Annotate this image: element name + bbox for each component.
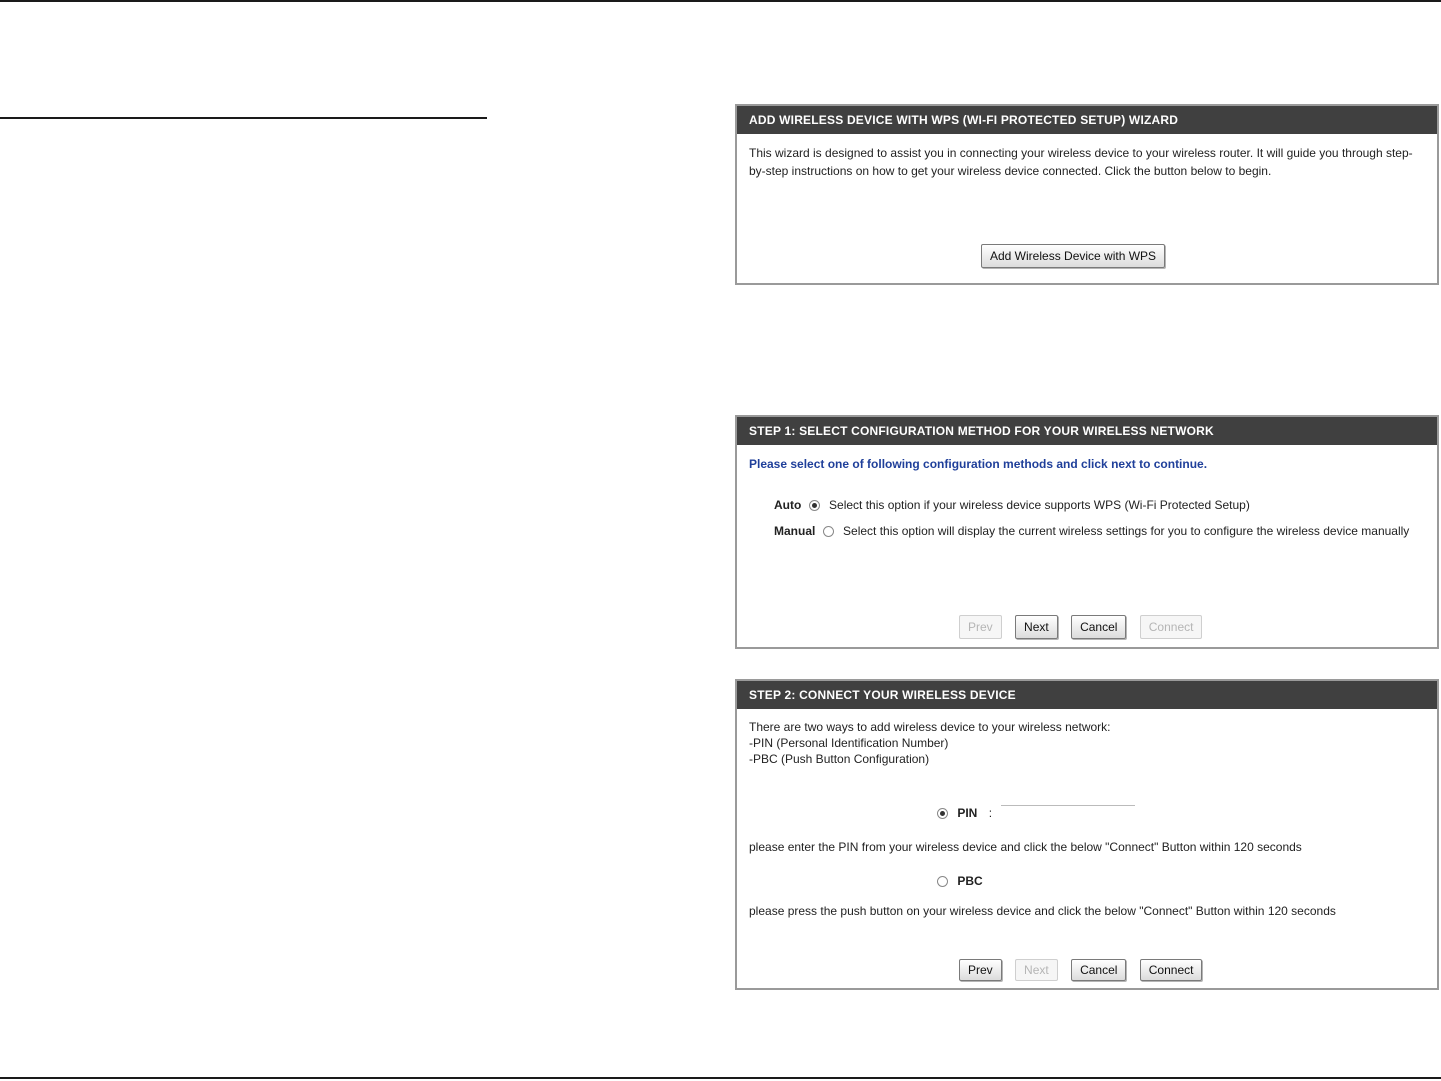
wizard-description: This wizard is designed to assist you in connecting your wireless device to your wireless router. It will guide you through step-by-step instructions on how to get your wireless device connected. Click the button below to begin.: [749, 146, 1413, 178]
step1-button-row: [959, 615, 1212, 639]
auto-label: Auto: [774, 498, 802, 512]
step1-intro: Please select one of following configuration methods and click next to continue.: [749, 457, 1208, 471]
auto-option-row: [774, 497, 1250, 513]
panel-title: ADD WIRELESS DEVICE WITH WPS (WI-FI PROTECTED SETUP) WIZARD: [737, 106, 1437, 134]
panel-body: [737, 709, 1437, 999]
pin-colon: :: [988, 806, 993, 820]
panel-body: [737, 445, 1437, 655]
step2-intro-line1: There are two ways to add wireless device to your wireless network:: [749, 720, 1111, 734]
pin-radio[interactable]: [937, 808, 948, 819]
pbc-option-row: [937, 873, 983, 889]
prev-button[interactable]: Prev: [959, 615, 1002, 639]
pin-instructions: please enter the PIN from your wireless device and click the below "Connect" Button within 120 seconds: [749, 840, 1302, 854]
manual-option-row: [774, 523, 1424, 539]
pbc-instructions: please press the push button on your wireless device and click the below "Connect" Button within 120 seconds: [749, 904, 1336, 918]
step2-button-row: [959, 959, 1212, 981]
manual-radio[interactable]: [823, 526, 834, 537]
cancel-button[interactable]: Cancel: [1071, 959, 1126, 981]
step2-intro-line3: -PBC (Push Button Configuration): [749, 752, 930, 766]
manual-description: Select this option will display the current wireless settings for you to configure the wireless device manually: [843, 524, 1410, 538]
panel-title: STEP 1: SELECT CONFIGURATION METHOD FOR YOUR WIRELESS NETWORK: [737, 417, 1437, 445]
step2-connect-panel: [735, 679, 1439, 990]
pin-option-row: [937, 805, 1135, 822]
step2-intro-line2: -PIN (Personal Identification Number): [749, 736, 949, 750]
connect-button[interactable]: Connect: [1140, 959, 1203, 981]
prev-button[interactable]: Prev: [959, 959, 1002, 981]
section-underline: [0, 117, 487, 119]
pin-label: PIN: [957, 806, 978, 820]
cancel-button[interactable]: Cancel: [1071, 615, 1126, 639]
panel-title: STEP 2: CONNECT YOUR WIRELESS DEVICE: [737, 681, 1437, 709]
pbc-label: PBC: [957, 874, 983, 888]
wps-wizard-panel: [735, 104, 1439, 285]
bottom-rule: [0, 1077, 1441, 1079]
step1-config-method-panel: [735, 415, 1439, 649]
add-wireless-device-button[interactable]: Add Wireless Device with WPS: [981, 244, 1165, 268]
next-button[interactable]: Next: [1015, 959, 1058, 981]
auto-description: Select this option if your wireless device supports WPS (Wi-Fi Protected Setup): [829, 498, 1250, 512]
pbc-radio[interactable]: [937, 876, 948, 887]
next-button[interactable]: Next: [1015, 615, 1058, 639]
auto-radio[interactable]: [809, 500, 820, 511]
connect-button[interactable]: Connect: [1140, 615, 1203, 639]
manual-label: Manual: [774, 524, 816, 538]
top-rule: [0, 0, 1441, 2]
pin-input[interactable]: [1001, 805, 1135, 822]
panel-body: [737, 134, 1437, 294]
